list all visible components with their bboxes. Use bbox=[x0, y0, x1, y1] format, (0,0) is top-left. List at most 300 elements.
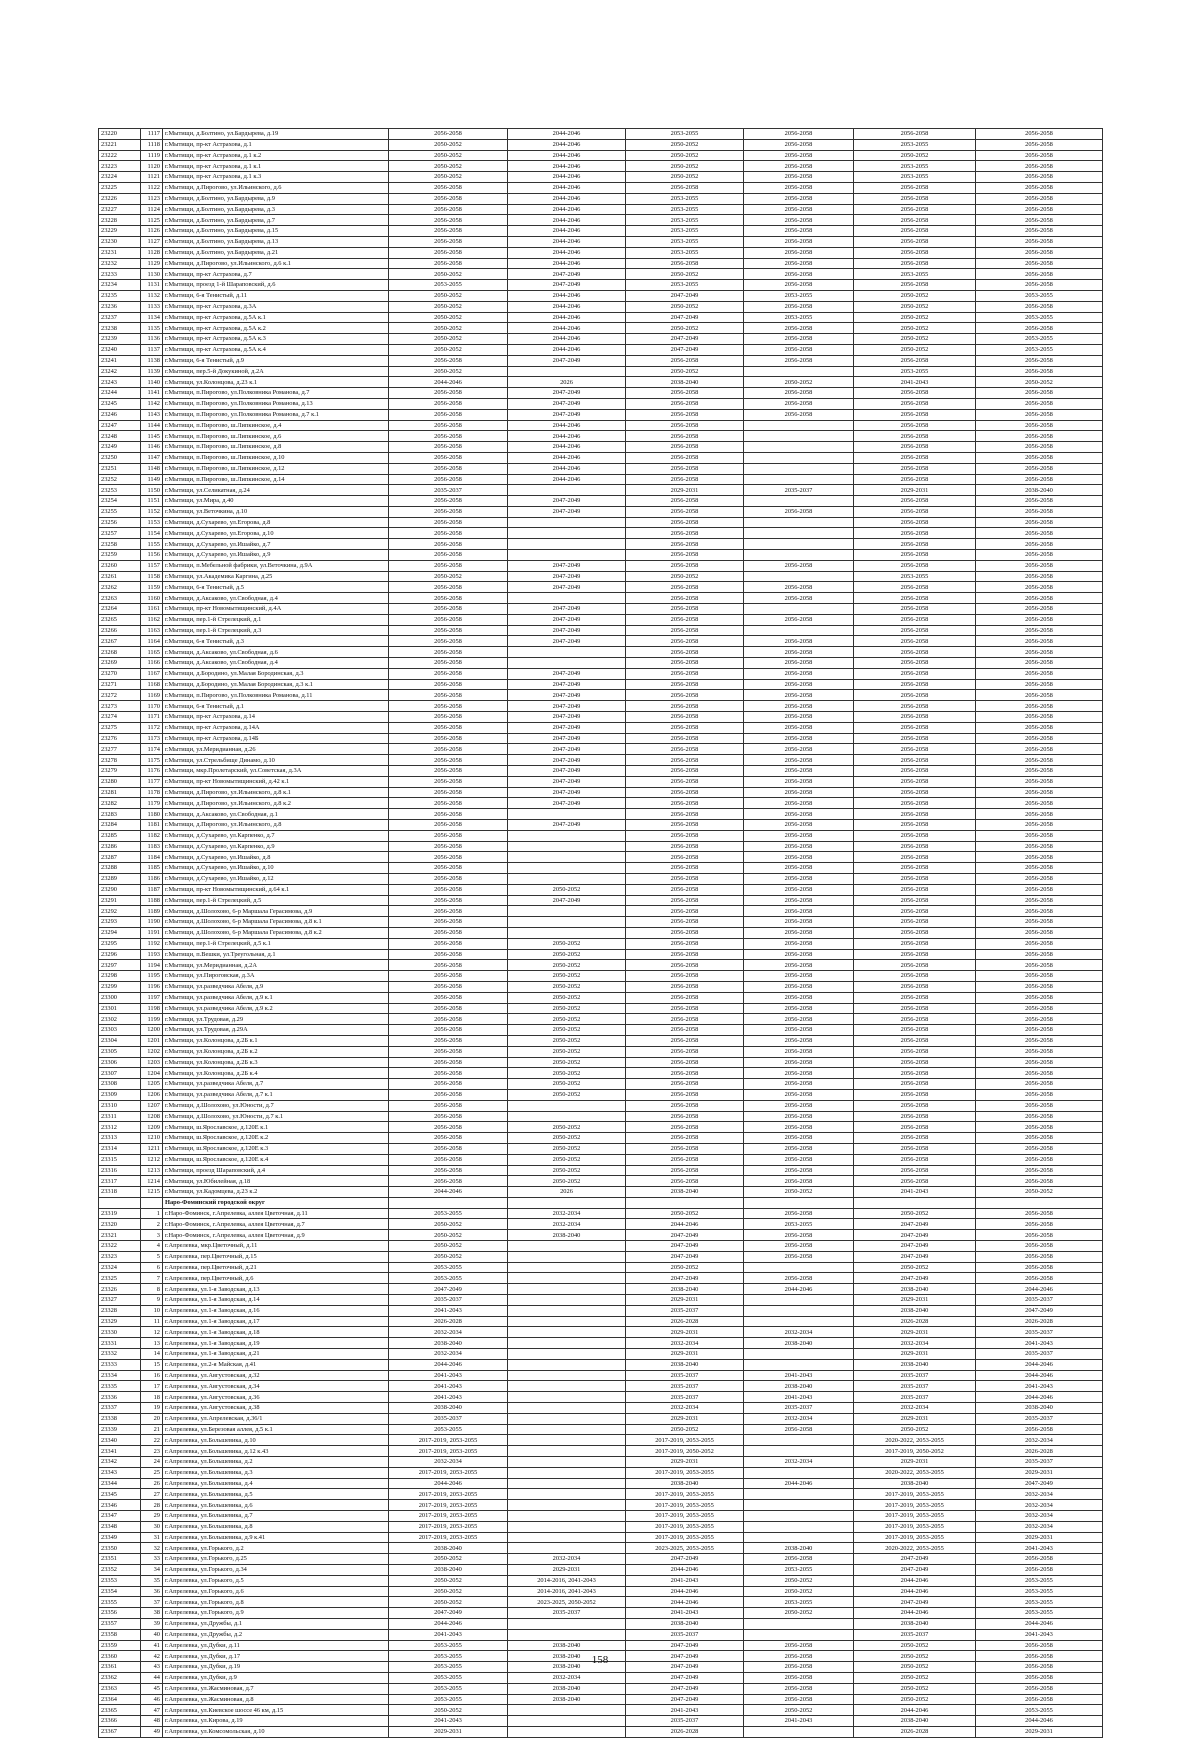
period-cell-2 bbox=[508, 1316, 626, 1327]
period-cell-3: 2056-2058 bbox=[626, 776, 744, 787]
row-number-cell: 32 bbox=[141, 1543, 163, 1554]
row-id-cell: 23359 bbox=[99, 1640, 141, 1651]
period-cell-6: 2053-2055 bbox=[976, 344, 1103, 355]
table-row bbox=[99, 1295, 1103, 1306]
period-cell-4: 2056-2058 bbox=[744, 593, 854, 604]
period-cell-5: 2056-2058 bbox=[854, 690, 976, 701]
period-cell-2 bbox=[508, 1262, 626, 1273]
period-cell-1: 2050-2052 bbox=[389, 344, 508, 355]
table-row bbox=[99, 917, 1103, 928]
row-number-cell: 1174 bbox=[141, 744, 163, 755]
row-number-cell: 1151 bbox=[141, 496, 163, 507]
row-number-cell: 1183 bbox=[141, 841, 163, 852]
row-id-cell: 23363 bbox=[99, 1683, 141, 1694]
row-number-cell: 13 bbox=[141, 1338, 163, 1349]
period-cell-3: 2056-2058 bbox=[626, 355, 744, 366]
period-cell-5: 2056-2058 bbox=[854, 1122, 976, 1133]
row-id-cell: 23299 bbox=[99, 981, 141, 992]
period-cell-1: 2056-2058 bbox=[389, 1089, 508, 1100]
row-number-cell: 1196 bbox=[141, 981, 163, 992]
period-cell-6: 2056-2058 bbox=[976, 830, 1103, 841]
address-cell: г.Апрелевка, ул.Жасминовая, д.7 bbox=[163, 1683, 389, 1694]
period-cell-6: 2056-2058 bbox=[976, 1651, 1103, 1662]
period-cell-4: 2035-2037 bbox=[744, 1403, 854, 1414]
period-cell-3: 2044-2046 bbox=[626, 1219, 744, 1230]
period-cell-5: 2056-2058 bbox=[854, 496, 976, 507]
period-cell-1: 2050-2052 bbox=[389, 334, 508, 345]
table-row bbox=[99, 1489, 1103, 1500]
address-cell: г.Мытищи, д.Сухарево, ул.Ишайко, д.8 bbox=[163, 852, 389, 863]
period-cell-6: 2032-2034 bbox=[976, 1500, 1103, 1511]
row-id-cell: 23295 bbox=[99, 938, 141, 949]
period-cell-3: 2053-2055 bbox=[626, 247, 744, 258]
period-cell-3: 2050-2052 bbox=[626, 1208, 744, 1219]
period-cell-4: 2056-2058 bbox=[744, 636, 854, 647]
address-cell: г.Мытищи, д.Пирогово, ул.Ильинского, д.6 к.1 bbox=[163, 258, 389, 269]
period-cell-6: 2056-2058 bbox=[976, 226, 1103, 237]
row-id-cell: 23289 bbox=[99, 873, 141, 884]
period-cell-6: 2026-2028 bbox=[976, 1316, 1103, 1327]
address-cell: г.Мытищи, д.Сухарево, ул.Егорова, д.8 bbox=[163, 517, 389, 528]
period-cell-1: 2038-2040 bbox=[389, 1564, 508, 1575]
period-cell-2: 2047-2049 bbox=[508, 701, 626, 712]
table-row bbox=[99, 755, 1103, 766]
period-cell-1: 2056-2058 bbox=[389, 614, 508, 625]
period-cell-3: 2056-2058 bbox=[626, 852, 744, 863]
table-row bbox=[99, 463, 1103, 474]
row-id-cell: 23240 bbox=[99, 344, 141, 355]
period-cell-3: 2056-2058 bbox=[626, 463, 744, 474]
period-cell-5: 2056-2058 bbox=[854, 1003, 976, 1014]
period-cell-4: 2056-2058 bbox=[744, 1273, 854, 1284]
period-cell-2: 2047-2049 bbox=[508, 787, 626, 798]
period-cell-6: 2053-2055 bbox=[976, 1705, 1103, 1716]
period-cell-2 bbox=[508, 1478, 626, 1489]
period-cell-1: 2029-2031 bbox=[389, 1726, 508, 1737]
table-row bbox=[99, 1251, 1103, 1262]
address-cell: г.Мытищи, 6-я Тенистый, д.9 bbox=[163, 355, 389, 366]
period-cell-6: 2056-2058 bbox=[976, 550, 1103, 561]
period-cell-6: 2056-2058 bbox=[976, 1035, 1103, 1046]
table-row bbox=[99, 895, 1103, 906]
row-number-cell: 34 bbox=[141, 1564, 163, 1575]
period-cell-3: 2056-2058 bbox=[626, 992, 744, 1003]
period-cell-3: 2017-2019, 2053-2055 bbox=[626, 1500, 744, 1511]
period-cell-2: 2047-2049 bbox=[508, 744, 626, 755]
address-cell: г.Мытищи, ул.разведчика Абеля, д.9 bbox=[163, 981, 389, 992]
period-cell-6: 2056-2058 bbox=[976, 215, 1103, 226]
address-cell: г.Мытищи, ул.Мира, д.40 bbox=[163, 496, 389, 507]
row-id-cell: 23256 bbox=[99, 517, 141, 528]
period-cell-3: 2056-2058 bbox=[626, 938, 744, 949]
address-cell: г.Мытищи, ул.Юбилейная, д.18 bbox=[163, 1176, 389, 1187]
table-row bbox=[99, 1586, 1103, 1597]
period-cell-1: 2056-2058 bbox=[389, 463, 508, 474]
period-cell-1: 2056-2058 bbox=[389, 560, 508, 571]
period-cell-3: 2056-2058 bbox=[626, 1035, 744, 1046]
table-row bbox=[99, 182, 1103, 193]
row-number-cell: 1182 bbox=[141, 830, 163, 841]
address-cell: г.Мытищи, п.Пирогово, ул.Полковника Романова, д.7 к.1 bbox=[163, 409, 389, 420]
period-cell-4: 2056-2058 bbox=[744, 733, 854, 744]
period-cell-3: 2056-2058 bbox=[626, 895, 744, 906]
period-cell-6: 2053-2055 bbox=[976, 334, 1103, 345]
period-cell-5: 2047-2049 bbox=[854, 1230, 976, 1241]
period-cell-2: 2047-2049 bbox=[508, 636, 626, 647]
address-cell: г.Мытищи, д.Болтино, ул.Бардырева, д.13 bbox=[163, 236, 389, 247]
period-cell-4 bbox=[744, 1359, 854, 1370]
period-cell-4: 2056-2058 bbox=[744, 884, 854, 895]
period-cell-5: 2017-2019, 2053-2055 bbox=[854, 1511, 976, 1522]
address-cell: г.Мытищи, пр-кт Астрахова, д.14А bbox=[163, 722, 389, 733]
row-id-cell: 23348 bbox=[99, 1521, 141, 1532]
row-number-cell: 9 bbox=[141, 1295, 163, 1306]
row-number-cell: 1212 bbox=[141, 1154, 163, 1165]
row-number-cell: 1214 bbox=[141, 1176, 163, 1187]
period-cell-6: 2035-2037 bbox=[976, 1413, 1103, 1424]
period-cell-6: 2035-2037 bbox=[976, 1349, 1103, 1360]
period-cell-2 bbox=[508, 1705, 626, 1716]
address-cell: г.Мытищи, пер.1-й Стрелецкий, д.1 bbox=[163, 614, 389, 625]
table-row bbox=[99, 1208, 1103, 1219]
row-id-cell: 23268 bbox=[99, 647, 141, 658]
period-cell-2: 2050-2052 bbox=[508, 1035, 626, 1046]
period-cell-3: 2056-2058 bbox=[626, 582, 744, 593]
row-number-cell: 1142 bbox=[141, 398, 163, 409]
table-row bbox=[99, 798, 1103, 809]
row-number-cell: 1125 bbox=[141, 215, 163, 226]
period-cell-2 bbox=[508, 1251, 626, 1262]
address-cell: г.Мытищи, д.Аксаково, ул.Свободная, д.4 bbox=[163, 593, 389, 604]
row-number-cell: 38 bbox=[141, 1608, 163, 1619]
period-cell-1: 2035-2037 bbox=[389, 1413, 508, 1424]
period-cell-4: 2032-2034 bbox=[744, 1327, 854, 1338]
period-cell-2: 2050-2052 bbox=[508, 1025, 626, 1036]
address-cell: г.Мытищи, д.Сухарево, ул.Ишайко, д.7 bbox=[163, 539, 389, 550]
row-number-cell: 21 bbox=[141, 1424, 163, 1435]
period-cell-5: 2056-2058 bbox=[854, 1111, 976, 1122]
period-cell-4: 2041-2043 bbox=[744, 1716, 854, 1727]
period-cell-4 bbox=[744, 1521, 854, 1532]
row-id-cell: 23329 bbox=[99, 1316, 141, 1327]
period-cell-4 bbox=[744, 528, 854, 539]
period-cell-1: 2053-2055 bbox=[389, 280, 508, 291]
period-cell-2 bbox=[508, 550, 626, 561]
period-cell-5: 2038-2040 bbox=[854, 1478, 976, 1489]
table-row bbox=[99, 1500, 1103, 1511]
row-id-cell: 23260 bbox=[99, 560, 141, 571]
address-cell: г.Мытищи, ул.Колонцова, д.2Б к.1 bbox=[163, 1035, 389, 1046]
period-cell-6: 2041-2043 bbox=[976, 1381, 1103, 1392]
period-cell-3: 2056-2058 bbox=[626, 474, 744, 485]
period-cell-3: 2026-2028 bbox=[626, 1726, 744, 1737]
row-number-cell: 1123 bbox=[141, 193, 163, 204]
row-number-cell: 1160 bbox=[141, 593, 163, 604]
table-row bbox=[99, 1241, 1103, 1252]
table-row bbox=[99, 960, 1103, 971]
table-row bbox=[99, 1424, 1103, 1435]
table-row bbox=[99, 409, 1103, 420]
period-cell-5: 2050-2052 bbox=[854, 1683, 976, 1694]
address-cell: г.Апрелевка, ул.Большевика, д.12 к.43 bbox=[163, 1446, 389, 1457]
address-cell: г.Апрелевка, ул.Августовская, д.32 bbox=[163, 1370, 389, 1381]
address-cell: г.Мытищи, ш.Ярославское, д.120Е к.2 bbox=[163, 1133, 389, 1144]
period-cell-4: 2056-2058 bbox=[744, 236, 854, 247]
row-id-cell: 23294 bbox=[99, 927, 141, 938]
row-number-cell: 1164 bbox=[141, 636, 163, 647]
period-cell-4 bbox=[744, 1197, 854, 1208]
address-cell: г.Мытищи, 6-я Тенистый, д.1 bbox=[163, 701, 389, 712]
period-cell-5: 2050-2052 bbox=[854, 1640, 976, 1651]
period-cell-6: 2056-2058 bbox=[976, 841, 1103, 852]
period-cell-1: 2056-2058 bbox=[389, 906, 508, 917]
period-cell-6: 2056-2058 bbox=[976, 1273, 1103, 1284]
period-cell-3: 2047-2049 bbox=[626, 344, 744, 355]
address-cell: г.Мытищи, ул.разведчика Абеля, д.9 к.2 bbox=[163, 1003, 389, 1014]
period-cell-4: 2056-2058 bbox=[744, 820, 854, 831]
address-cell: г.Мытищи, д.Болтино, ул.Бардырева, д.3 bbox=[163, 204, 389, 215]
period-cell-3: 2056-2058 bbox=[626, 517, 744, 528]
table-row bbox=[99, 150, 1103, 161]
table-row bbox=[99, 1219, 1103, 1230]
row-id-cell: 23234 bbox=[99, 280, 141, 291]
period-cell-4: 2050-2052 bbox=[744, 1187, 854, 1198]
address-cell: г.Мытищи, проезд 1-й Шараповский, д.6 bbox=[163, 280, 389, 291]
address-cell: г.Апрелевка, ул.Большевика, д.7 bbox=[163, 1511, 389, 1522]
period-cell-1: 2053-2055 bbox=[389, 1662, 508, 1673]
address-cell: г.Мытищи, ул.Меридианная, д.2А bbox=[163, 960, 389, 971]
period-cell-2: 2044-2046 bbox=[508, 204, 626, 215]
table-row bbox=[99, 744, 1103, 755]
period-cell-3: 2050-2052 bbox=[626, 571, 744, 582]
period-cell-5: 2053-2055 bbox=[854, 161, 976, 172]
address-cell: г.Апрелевка, ул.Дружбы, д.1 bbox=[163, 1618, 389, 1629]
period-cell-3: 2041-2043 bbox=[626, 1575, 744, 1586]
period-cell-3: 2038-2040 bbox=[626, 1359, 744, 1370]
row-number-cell: 1173 bbox=[141, 733, 163, 744]
row-id-cell: 23267 bbox=[99, 636, 141, 647]
row-id-cell: 23277 bbox=[99, 744, 141, 755]
address-cell: г.Мытищи, ул.Колонцова, д.2Б к.4 bbox=[163, 1068, 389, 1079]
period-cell-1: 2056-2058 bbox=[389, 722, 508, 733]
period-cell-5: 2050-2052 bbox=[854, 1694, 976, 1705]
table-row bbox=[99, 1079, 1103, 1090]
address-cell: г.Мытищи, ул.Селикатная, д.24 bbox=[163, 485, 389, 496]
period-cell-2 bbox=[508, 1532, 626, 1543]
row-id-cell: 23239 bbox=[99, 334, 141, 345]
period-cell-5: 2056-2058 bbox=[854, 798, 976, 809]
period-cell-4: 2056-2058 bbox=[744, 258, 854, 269]
period-cell-6: 2056-2058 bbox=[976, 917, 1103, 928]
period-cell-3: 2017-2019, 2050-2052 bbox=[626, 1446, 744, 1457]
row-number-cell: 1152 bbox=[141, 506, 163, 517]
period-cell-4 bbox=[744, 1435, 854, 1446]
period-cell-1: 2017-2019, 2053-2055 bbox=[389, 1489, 508, 1500]
table-row bbox=[99, 1122, 1103, 1133]
period-cell-4: 2056-2058 bbox=[744, 809, 854, 820]
period-cell-6: 2056-2058 bbox=[976, 1230, 1103, 1241]
period-cell-4 bbox=[744, 431, 854, 442]
row-id-cell: 23297 bbox=[99, 960, 141, 971]
period-cell-3: 2056-2058 bbox=[626, 1014, 744, 1025]
period-cell-3: 2056-2058 bbox=[626, 668, 744, 679]
table-row bbox=[99, 1165, 1103, 1176]
address-cell: г.Мытищи, д.Болтино, ул.Бардырева, д.21 bbox=[163, 247, 389, 258]
period-cell-6: 2056-2058 bbox=[976, 506, 1103, 517]
period-cell-3: 2056-2058 bbox=[626, 409, 744, 420]
period-cell-1: 2017-2019, 2053-2055 bbox=[389, 1467, 508, 1478]
period-cell-3: 2053-2055 bbox=[626, 204, 744, 215]
period-cell-2: 2032-2034 bbox=[508, 1208, 626, 1219]
row-id-cell: 23304 bbox=[99, 1035, 141, 1046]
row-number-cell: 5 bbox=[141, 1251, 163, 1262]
period-cell-3: 2056-2058 bbox=[626, 1068, 744, 1079]
period-cell-2 bbox=[508, 517, 626, 528]
row-number-cell: 17 bbox=[141, 1381, 163, 1392]
row-number-cell: 1157 bbox=[141, 560, 163, 571]
period-cell-4: 2056-2058 bbox=[744, 863, 854, 874]
period-cell-5: 2026-2028 bbox=[854, 1726, 976, 1737]
row-number-cell: 19 bbox=[141, 1403, 163, 1414]
address-cell: г.Мытищи, п.Пирогово, ул.Полковника Романова, д.13 bbox=[163, 398, 389, 409]
address-cell: г.Апрелевка, ул.1-я Заводская, д.17 bbox=[163, 1316, 389, 1327]
period-cell-2: 2047-2049 bbox=[508, 625, 626, 636]
row-id-cell: 23278 bbox=[99, 755, 141, 766]
row-number-cell: 1118 bbox=[141, 139, 163, 150]
table-row bbox=[99, 906, 1103, 917]
address-cell: г.Мытищи, д.Шолохово, ул.Юности, д.7 bbox=[163, 1100, 389, 1111]
period-cell-4: 2056-2058 bbox=[744, 193, 854, 204]
period-cell-6: 2056-2058 bbox=[976, 442, 1103, 453]
period-cell-5: 2056-2058 bbox=[854, 1100, 976, 1111]
period-cell-1: 2056-2058 bbox=[389, 776, 508, 787]
period-cell-1: 2044-2046 bbox=[389, 377, 508, 388]
period-cell-2 bbox=[508, 1111, 626, 1122]
period-cell-5: 2035-2037 bbox=[854, 1392, 976, 1403]
period-cell-4: 2056-2058 bbox=[744, 301, 854, 312]
address-cell: г.Мытищи, ул.Колонцова, д.23 к.1 bbox=[163, 377, 389, 388]
period-cell-5: 2056-2058 bbox=[854, 528, 976, 539]
period-cell-4: 2050-2052 bbox=[744, 377, 854, 388]
period-cell-1: 2056-2058 bbox=[389, 830, 508, 841]
period-cell-6: 2056-2058 bbox=[976, 1122, 1103, 1133]
table-row bbox=[99, 614, 1103, 625]
period-cell-5: 2056-2058 bbox=[854, 506, 976, 517]
period-cell-1: 2056-2058 bbox=[389, 1046, 508, 1057]
period-cell-5: 2047-2049 bbox=[854, 1554, 976, 1565]
period-cell-6: 2056-2058 bbox=[976, 776, 1103, 787]
period-cell-2: 2044-2046 bbox=[508, 290, 626, 301]
period-cell-2 bbox=[508, 1359, 626, 1370]
period-cell-6: 2056-2058 bbox=[976, 1165, 1103, 1176]
period-cell-4 bbox=[744, 517, 854, 528]
address-cell: г.Апрелевка, пер.Цветочный, д.6 bbox=[163, 1273, 389, 1284]
row-id-cell: 23227 bbox=[99, 204, 141, 215]
period-cell-6: 2056-2058 bbox=[976, 517, 1103, 528]
period-cell-6: 2056-2058 bbox=[976, 906, 1103, 917]
period-cell-5: 2056-2058 bbox=[854, 1154, 976, 1165]
table-body bbox=[99, 129, 1103, 1738]
period-cell-5: 2056-2058 bbox=[854, 766, 976, 777]
period-cell-1: 2017-2019, 2053-2055 bbox=[389, 1532, 508, 1543]
table-row bbox=[99, 1608, 1103, 1619]
period-cell-6: 2053-2055 bbox=[976, 290, 1103, 301]
row-id-cell: 23309 bbox=[99, 1089, 141, 1100]
row-id-cell: 23223 bbox=[99, 161, 141, 172]
period-cell-6 bbox=[976, 1197, 1103, 1208]
table-row bbox=[99, 1046, 1103, 1057]
row-number-cell: 1213 bbox=[141, 1165, 163, 1176]
period-cell-4: 2056-2058 bbox=[744, 895, 854, 906]
period-cell-2: 2038-2040 bbox=[508, 1230, 626, 1241]
period-cell-4: 2056-2058 bbox=[744, 129, 854, 140]
period-cell-3: 2056-2058 bbox=[626, 1046, 744, 1057]
row-id-cell: 23352 bbox=[99, 1564, 141, 1575]
address-cell: г.Мытищи, пр-кт Астрахова, д.14Б bbox=[163, 733, 389, 744]
period-cell-2 bbox=[508, 1403, 626, 1414]
period-cell-5: 2047-2049 bbox=[854, 1273, 976, 1284]
period-cell-2: 2047-2049 bbox=[508, 690, 626, 701]
address-cell: г.Мытищи, д.Аксаково, ул.Свободная, д.6 bbox=[163, 647, 389, 658]
period-cell-6: 2056-2058 bbox=[976, 528, 1103, 539]
row-id-cell: 23361 bbox=[99, 1662, 141, 1673]
period-cell-2 bbox=[508, 809, 626, 820]
row-number-cell: 1117 bbox=[141, 129, 163, 140]
period-cell-3: 2017-2019, 2053-2055 bbox=[626, 1435, 744, 1446]
period-cell-1: 2050-2052 bbox=[389, 1251, 508, 1262]
period-cell-6: 2053-2055 bbox=[976, 312, 1103, 323]
period-cell-3: 2056-2058 bbox=[626, 1133, 744, 1144]
period-cell-3: 2056-2058 bbox=[626, 906, 744, 917]
period-cell-4: 2056-2058 bbox=[744, 280, 854, 291]
period-cell-2: 2047-2049 bbox=[508, 614, 626, 625]
period-cell-5: 2056-2058 bbox=[854, 658, 976, 669]
address-cell: г.Мытищи, д.Бородино, ул.Малая Бородинская, д.3 bbox=[163, 668, 389, 679]
row-id-cell: 23261 bbox=[99, 571, 141, 582]
period-cell-6: 2056-2058 bbox=[976, 139, 1103, 150]
row-number-cell: 1166 bbox=[141, 658, 163, 669]
period-cell-3: 2056-2058 bbox=[626, 528, 744, 539]
address-cell: г.Мытищи, ш.Ярославское, д.120Е к.1 bbox=[163, 1122, 389, 1133]
period-cell-1: 2050-2052 bbox=[389, 1241, 508, 1252]
row-number-cell: 31 bbox=[141, 1532, 163, 1543]
table-row bbox=[99, 1349, 1103, 1360]
row-number-cell: 11 bbox=[141, 1316, 163, 1327]
period-cell-3: 2044-2046 bbox=[626, 1564, 744, 1575]
table-row bbox=[99, 679, 1103, 690]
period-cell-6: 2056-2058 bbox=[976, 1554, 1103, 1565]
row-number-cell: 16 bbox=[141, 1370, 163, 1381]
period-cell-2: 2014-2016, 2041-2043 bbox=[508, 1575, 626, 1586]
address-cell: г.Апрелевка, ул.Дружбы, д.2 bbox=[163, 1629, 389, 1640]
period-cell-1: 2044-2046 bbox=[389, 1187, 508, 1198]
period-cell-5: 2056-2058 bbox=[854, 873, 976, 884]
period-cell-5: 2056-2058 bbox=[854, 1089, 976, 1100]
row-number-cell: 6 bbox=[141, 1262, 163, 1273]
address-cell: г.Апрелевка, ул.1-я Заводская, д.18 bbox=[163, 1327, 389, 1338]
period-cell-4: 2056-2058 bbox=[744, 334, 854, 345]
period-cell-1: 2041-2043 bbox=[389, 1305, 508, 1316]
period-cell-3: 2050-2052 bbox=[626, 1424, 744, 1435]
table-row bbox=[99, 1284, 1103, 1295]
row-number-cell: 44 bbox=[141, 1672, 163, 1683]
period-cell-3: 2050-2052 bbox=[626, 1262, 744, 1273]
row-number-cell: 1171 bbox=[141, 712, 163, 723]
period-cell-3: 2056-2058 bbox=[626, 787, 744, 798]
period-cell-1: 2026-2028 bbox=[389, 1316, 508, 1327]
row-id-cell: 23318 bbox=[99, 1187, 141, 1198]
period-cell-1: 2053-2055 bbox=[389, 1208, 508, 1219]
